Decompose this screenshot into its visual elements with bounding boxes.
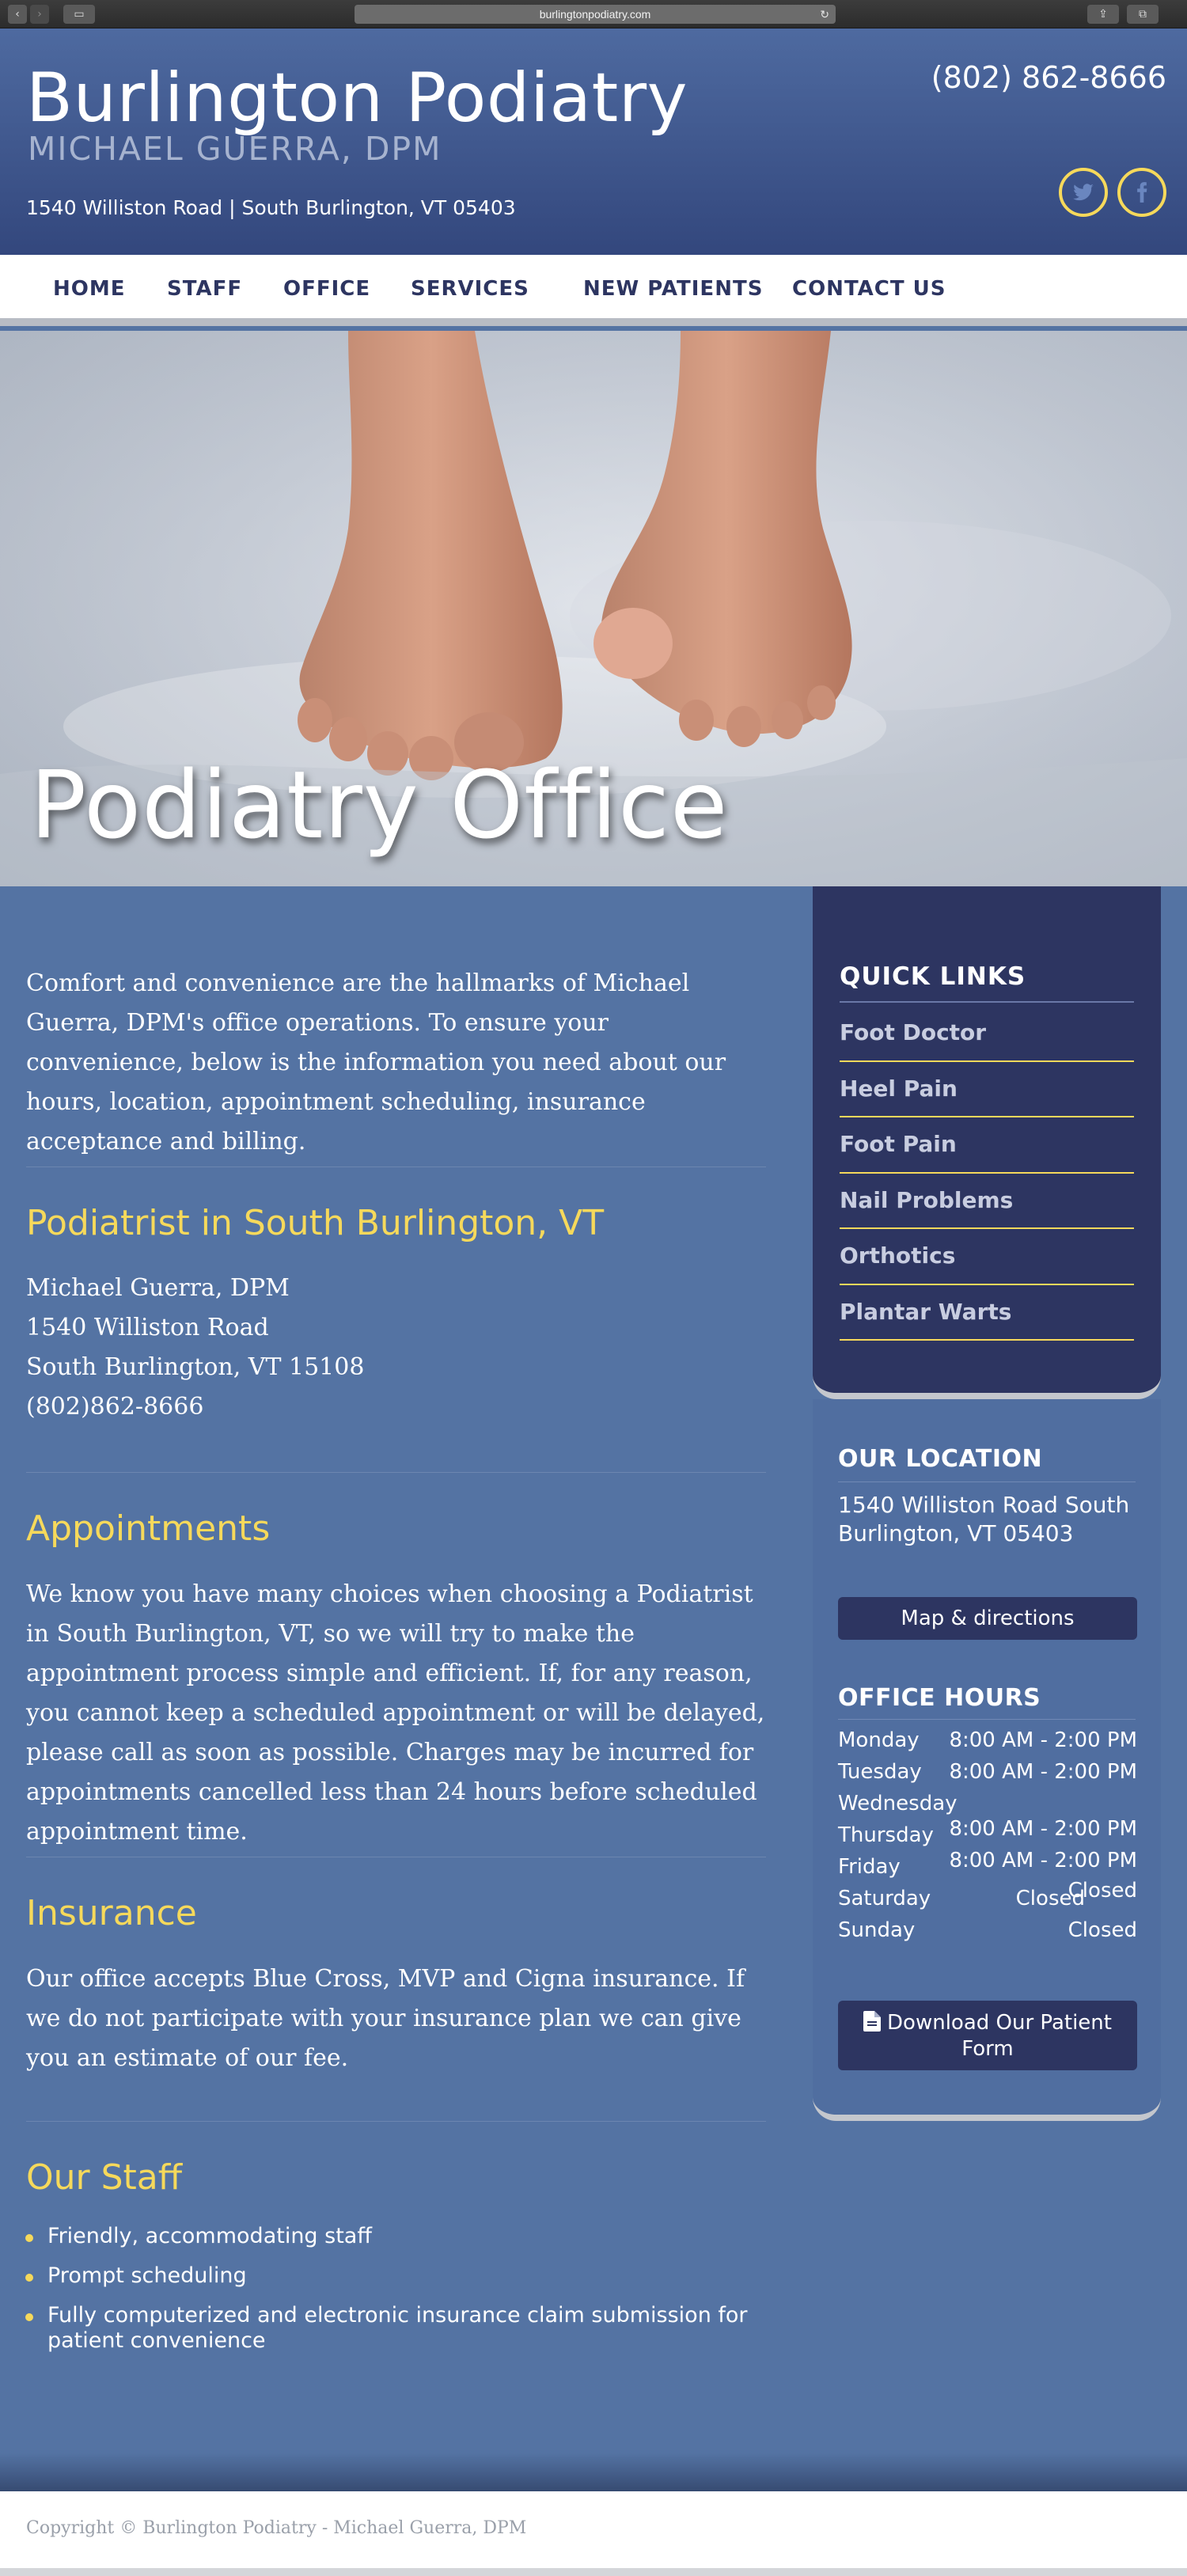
divider: [838, 1719, 1136, 1720]
hours-time: 8:00 AM - 2:00 PM: [949, 1849, 1137, 1872]
hours-day: Monday: [838, 1728, 920, 1752]
quick-links-title: QUICK LINKS: [840, 962, 1026, 991]
address-bar[interactable]: [355, 5, 836, 24]
divider: [840, 1339, 1134, 1341]
hours-time: 8:00 AM - 2:00 PM: [949, 1728, 1137, 1752]
podiatrist-street: 1540 Williston Road: [26, 1314, 269, 1341]
location-address: 1540 Williston Road South Burlington, VT 05403: [838, 1492, 1130, 1546]
map-directions-button[interactable]: Map & directions: [838, 1597, 1137, 1640]
twitter-icon[interactable]: [1059, 168, 1108, 217]
location-title: OUR LOCATION: [838, 1445, 1043, 1473]
hours-time: Closed: [1068, 1918, 1137, 1942]
quick-link-heel-pain[interactable]: Heel Pain: [840, 1076, 958, 1102]
tabs-icon[interactable]: ⧉: [1127, 5, 1159, 24]
nav-staff[interactable]: STAFF: [167, 277, 243, 301]
divider: [840, 1172, 1134, 1174]
list-item: Fully computerized and electronic insurance claim submission for patient convenience: [47, 2303, 748, 2353]
quick-link-nail-problems[interactable]: Nail Problems: [840, 1187, 1014, 1213]
list-item: Friendly, accommodating staff: [47, 2224, 372, 2248]
hero-banner: [0, 331, 1187, 886]
hours-day: Saturday: [838, 1887, 931, 1910]
header-phone[interactable]: (802) 862-8666: [931, 60, 1166, 95]
site-title[interactable]: Burlington Podiatry: [26, 59, 688, 138]
hours-day: Wednesday: [838, 1792, 958, 1815]
quick-link-plantar-warts[interactable]: Plantar Warts: [840, 1299, 1012, 1325]
nav-contact-us[interactable]: CONTACT US: [792, 277, 946, 301]
download-patient-form-button[interactable]: [838, 2001, 1137, 2070]
staff-heading: Our Staff: [26, 2157, 183, 2198]
podiatrist-name: Michael Guerra, DPM: [26, 1274, 290, 1302]
nav-services[interactable]: SERVICES: [411, 277, 529, 301]
footer-bottom-bar: [0, 2568, 1187, 2576]
divider: [840, 1001, 1134, 1003]
bullet-icon: [25, 2313, 33, 2321]
site-header: [0, 28, 1187, 255]
bullet-icon: [25, 2274, 33, 2282]
quick-link-foot-pain[interactable]: Foot Pain: [840, 1131, 957, 1157]
intro-text: Comfort and convenience are the hallmarks of Michael Guerra, DPM's office operations. To ensure your convenience, below is the information you need about our hours, location, appointment scheduling, insurance acceptance and billing.: [26, 969, 726, 1155]
hero-title: Podiatry Office: [30, 750, 729, 859]
reload-icon[interactable]: ↻: [820, 8, 829, 21]
back-icon[interactable]: ‹: [8, 5, 27, 24]
hours-day: Sunday: [838, 1918, 916, 1942]
hours-time: Closed: [1015, 1887, 1085, 1910]
divider: [840, 1116, 1134, 1117]
hours-title: OFFICE HOURS: [838, 1684, 1041, 1712]
divider: [838, 1481, 1136, 1482]
insurance-text: Our office accepts Blue Cross, MVP and Cigna insurance. If we do not participate with your insurance plan we can give you an estimate of our fee.: [26, 1965, 745, 2072]
podiatrist-heading: Podiatrist in South Burlington, VT: [26, 1203, 605, 1243]
hours-day: Tuesday: [838, 1760, 922, 1784]
podiatrist-phone: (802)862-8666: [26, 1393, 204, 1421]
divider: [840, 1060, 1134, 1062]
divider: [840, 1227, 1134, 1229]
main-nav: [0, 255, 1187, 326]
appointments-text: We know you have many choices when choosing a Podiatrist in South Burlington, VT, so we will try to make the appointment process simple and efficient. If, for any reason, you cannot keep a scheduled appointment or will be delayed, please call as soon as possible. Charges may be incurred for appointments cancelled less than 24 hours before scheduled appointment time.: [26, 1580, 765, 1846]
appointments-heading: Appointments: [26, 1508, 271, 1549]
document-icon: [863, 2011, 881, 2032]
hours-time: 8:00 AM - 2:00 PM: [949, 1817, 1137, 1841]
divider: [840, 1284, 1134, 1285]
hours-day: Thursday: [838, 1823, 934, 1847]
header-address: 1540 Williston Road | South Burlington, VT 05403: [26, 196, 516, 219]
sidebar-icon[interactable]: ▭: [63, 5, 95, 24]
nav-home[interactable]: HOME: [53, 277, 126, 301]
podiatrist-city: South Burlington, VT 15108: [26, 1353, 365, 1381]
share-icon[interactable]: ⇪: [1087, 5, 1119, 24]
footer-shadow: [0, 2453, 1187, 2493]
quick-link-orthotics[interactable]: Orthotics: [840, 1242, 956, 1269]
insurance-heading: Insurance: [26, 1893, 197, 1933]
divider: [26, 2121, 766, 2122]
url-text: burlingtonpodiatry.com: [539, 8, 651, 21]
quick-link-foot-doctor[interactable]: Foot Doctor: [840, 1019, 987, 1045]
download-button-label: Download Our Patient Form: [887, 2011, 1112, 2061]
divider: [26, 1472, 766, 1473]
location-hours-panel: [813, 1399, 1161, 2121]
quick-links-panel: [813, 886, 1161, 1399]
list-item: Prompt scheduling: [47, 2263, 247, 2288]
hours-time: Closed: [1068, 1879, 1137, 1903]
hours-day: Friday: [838, 1855, 901, 1879]
nav-office[interactable]: OFFICE: [283, 277, 371, 301]
facebook-icon[interactable]: [1117, 168, 1166, 217]
copyright-text: Copyright © Burlington Podiatry - Michael Guerra, DPM: [26, 2518, 527, 2538]
nav-new-patients[interactable]: NEW PATIENTS: [583, 277, 764, 301]
browser-toolbar: [0, 0, 1187, 28]
forward-icon[interactable]: ›: [30, 5, 49, 24]
site-subtitle: MICHAEL GUERRA, DPM: [28, 130, 442, 168]
bullet-icon: [25, 2234, 33, 2242]
hours-time: 8:00 AM - 2:00 PM: [949, 1760, 1137, 1784]
site-footer: [0, 2491, 1187, 2568]
